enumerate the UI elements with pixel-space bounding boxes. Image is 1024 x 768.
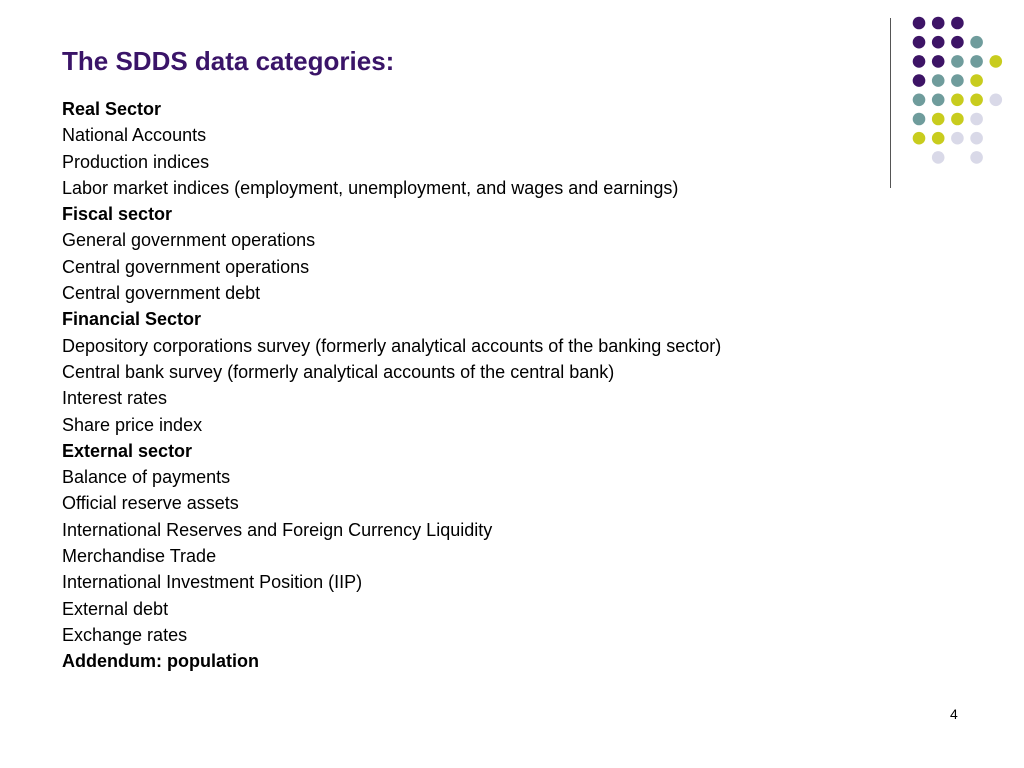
section-heading: Financial Sector [62, 309, 202, 330]
decorative-dot [932, 55, 945, 68]
list-item: Production indices [62, 151, 210, 172]
decorative-dot [951, 94, 964, 107]
decorative-dot [951, 55, 964, 68]
decorative-dot [951, 132, 964, 145]
decorative-dot [913, 36, 926, 49]
decorative-dot [913, 74, 926, 87]
decorative-dot [970, 94, 983, 107]
decorative-dot [913, 132, 926, 145]
list-item: General government operations [62, 230, 316, 251]
decorative-dot [990, 55, 1003, 68]
decorative-dot [932, 94, 945, 107]
decorative-dot [913, 113, 926, 126]
decorative-dot [970, 55, 983, 68]
list-item: Balance of payments [62, 467, 231, 488]
list-item: Exchange rates [62, 624, 188, 645]
list-item: International Reserves and Foreign Currency Liquidity [62, 519, 493, 540]
decorative-dot [970, 132, 983, 145]
list-item: Depository corporations survey (formerly analytical accounts of the banking sector) [62, 335, 722, 356]
section-heading: Addendum: population [62, 651, 259, 672]
section-heading: Real Sector [62, 99, 162, 119]
list-item: Share price index [62, 414, 203, 435]
decorative-dot [970, 74, 983, 87]
decorative-dot [932, 113, 945, 126]
section-heading: Fiscal sector [62, 204, 173, 225]
decorative-dot [990, 94, 1003, 107]
decorative-dot [970, 151, 983, 164]
decorative-dot [913, 94, 926, 107]
list-item: National Accounts [62, 125, 207, 146]
decorative-dot [970, 113, 983, 126]
decorative-dot [951, 36, 964, 49]
decorative-dot [913, 17, 926, 30]
decorative-dot [951, 17, 964, 30]
decorative-dot [932, 74, 945, 87]
list-item: Central government debt [62, 283, 261, 304]
list-item: Merchandise Trade [62, 546, 217, 567]
decorative-dot [932, 132, 945, 145]
list-item: External debt [62, 598, 169, 619]
decorative-dot [913, 55, 926, 68]
list-item: Central government operations [62, 256, 310, 277]
list-item: International Investment Position (IIP) [62, 572, 363, 593]
decorative-dot [970, 36, 983, 49]
decorative-dot [951, 74, 964, 87]
category-list [62, 96, 882, 675]
section-heading: External sector [62, 440, 193, 461]
decorative-dot [932, 151, 945, 164]
decorative-dot [932, 36, 945, 49]
slide-title: The SDDS data categories: [62, 46, 395, 76]
decorative-divider [890, 18, 891, 188]
page-number: 4 [950, 706, 958, 722]
list-item: Interest rates [62, 388, 168, 409]
decorative-dot [951, 113, 964, 126]
list-item: Official reserve assets [62, 493, 239, 514]
decorative-dot [932, 17, 945, 30]
list-item: Labor market indices (employment, unemployment, and wages and earnings) [62, 177, 679, 198]
list-item: Central bank survey (formerly analytical accounts of the central bank) [62, 361, 615, 382]
